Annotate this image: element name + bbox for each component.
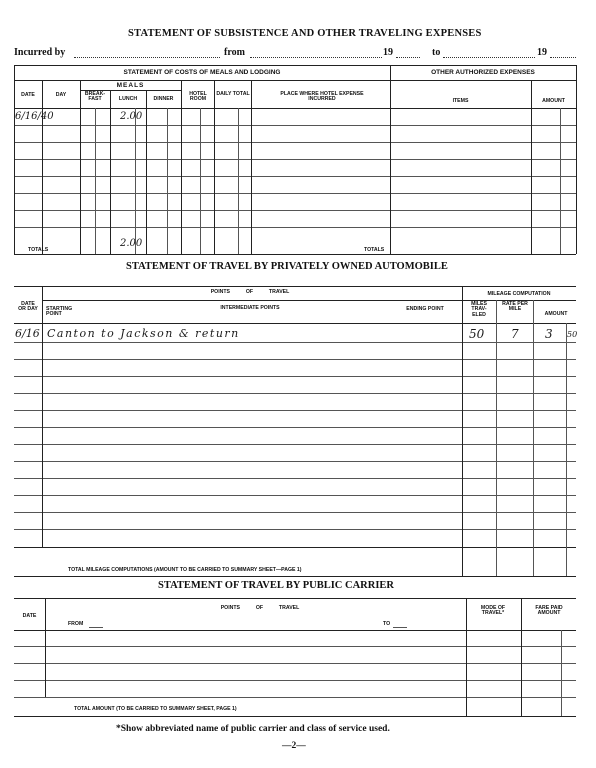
carrier-col-mode: MODE OF TRAVEL* [480,605,506,617]
carrier-from-label: FROM [68,621,84,627]
carrier-col-fare: FARE PAID AMOUNT [535,605,563,617]
col-dinner: DINNER [153,96,174,102]
meals-group-label: MEALS [116,82,145,89]
to-label: to [432,47,441,58]
auto-mileage-header: MILEAGE COMPUTATION [487,291,551,297]
auto-row1-miles: 50 [469,327,485,341]
page-title: STATEMENT OF SUBSISTENCE AND OTHER TRAVELING EXPENSES [128,28,482,39]
from-label: from [224,47,245,58]
incurred-by-label: Incurred by [14,47,66,58]
year2-field[interactable] [550,57,576,58]
row1-date-entry: 6/16/40 [15,111,54,122]
from-field[interactable] [250,57,382,58]
col-hotel-room: HOTEL ROOM [189,91,207,103]
auto-col-rate: RATE PER MILE [502,301,528,313]
row1-lunch-entry: 2.00 [120,111,143,122]
auto-points-header: POINTS OF TRAVEL [210,289,290,295]
auto-col-date: DATE OR DAY [18,301,38,313]
auto-row1-amount-dollars: 3 [545,327,553,341]
carrier-col-date: DATE [22,613,37,619]
auto-row1-rate: 7 [511,327,519,341]
carrier-section-title: STATEMENT OF TRAVEL BY PUBLIC CARRIER [158,580,395,591]
col-date: DATE [21,92,35,98]
totals-right-label: TOTALS [364,247,385,253]
other-expenses-title: OTHER AUTHORIZED EXPENSES [431,69,535,76]
carrier-to-label: TO [383,621,391,627]
carrier-footer: TOTAL AMOUNT (TO BE CARRIED TO SUMMARY SHEET, PAGE 1) [74,706,237,712]
auto-row1-date: 6/16 [15,327,40,340]
col-breakfast: BREAK-FAST [84,91,106,103]
col-amount: AMOUNT [542,98,565,104]
auto-col-amount: AMOUNT [544,311,568,317]
year1-field[interactable] [396,57,420,58]
auto-col-miles: MILES TRAV-ELED [471,301,487,318]
col-day: DAY [55,92,67,98]
col-daily-total: DAILY TOTAL [216,91,250,97]
auto-col-ending: ENDING POINT [406,306,444,312]
totals-lunch-entry: 2.00 [120,238,143,249]
col-items: ITEMS [452,98,469,104]
totals-label: TOTALS [28,247,49,253]
col-place: PLACE WHERE HOTEL EXPENSE INCURRED [280,91,364,103]
incurred-by-field[interactable] [74,57,220,58]
carrier-points-header: POINTS OF TRAVEL [220,605,300,611]
auto-row1-route: Canton to Jackson & return [47,327,240,340]
auto-row1-amount-cents: 50 [567,330,578,339]
auto-col-intermediate: INTERMEDIATE POINTS [220,305,280,311]
year2-label: 19 [537,47,547,58]
auto-footer: TOTAL MILEAGE COMPUTATIONS (AMOUNT TO BE CARRIED TO SUMMARY SHEET—PAGE 1) [68,567,302,573]
year1-label: 19 [383,47,393,58]
auto-col-starting: STARTING POINT [46,306,73,318]
auto-section-title: STATEMENT OF TRAVEL BY PRIVATELY OWNED AUTOMOBILE [126,261,448,272]
col-lunch: LUNCH [118,96,138,102]
page-number: —2— [282,741,306,751]
footnote: *Show abbreviated name of public carrier and class of service used. [116,724,390,734]
to-field[interactable] [443,57,535,58]
meals-section-title: STATEMENT OF COSTS OF MEALS AND LODGING [123,69,281,76]
